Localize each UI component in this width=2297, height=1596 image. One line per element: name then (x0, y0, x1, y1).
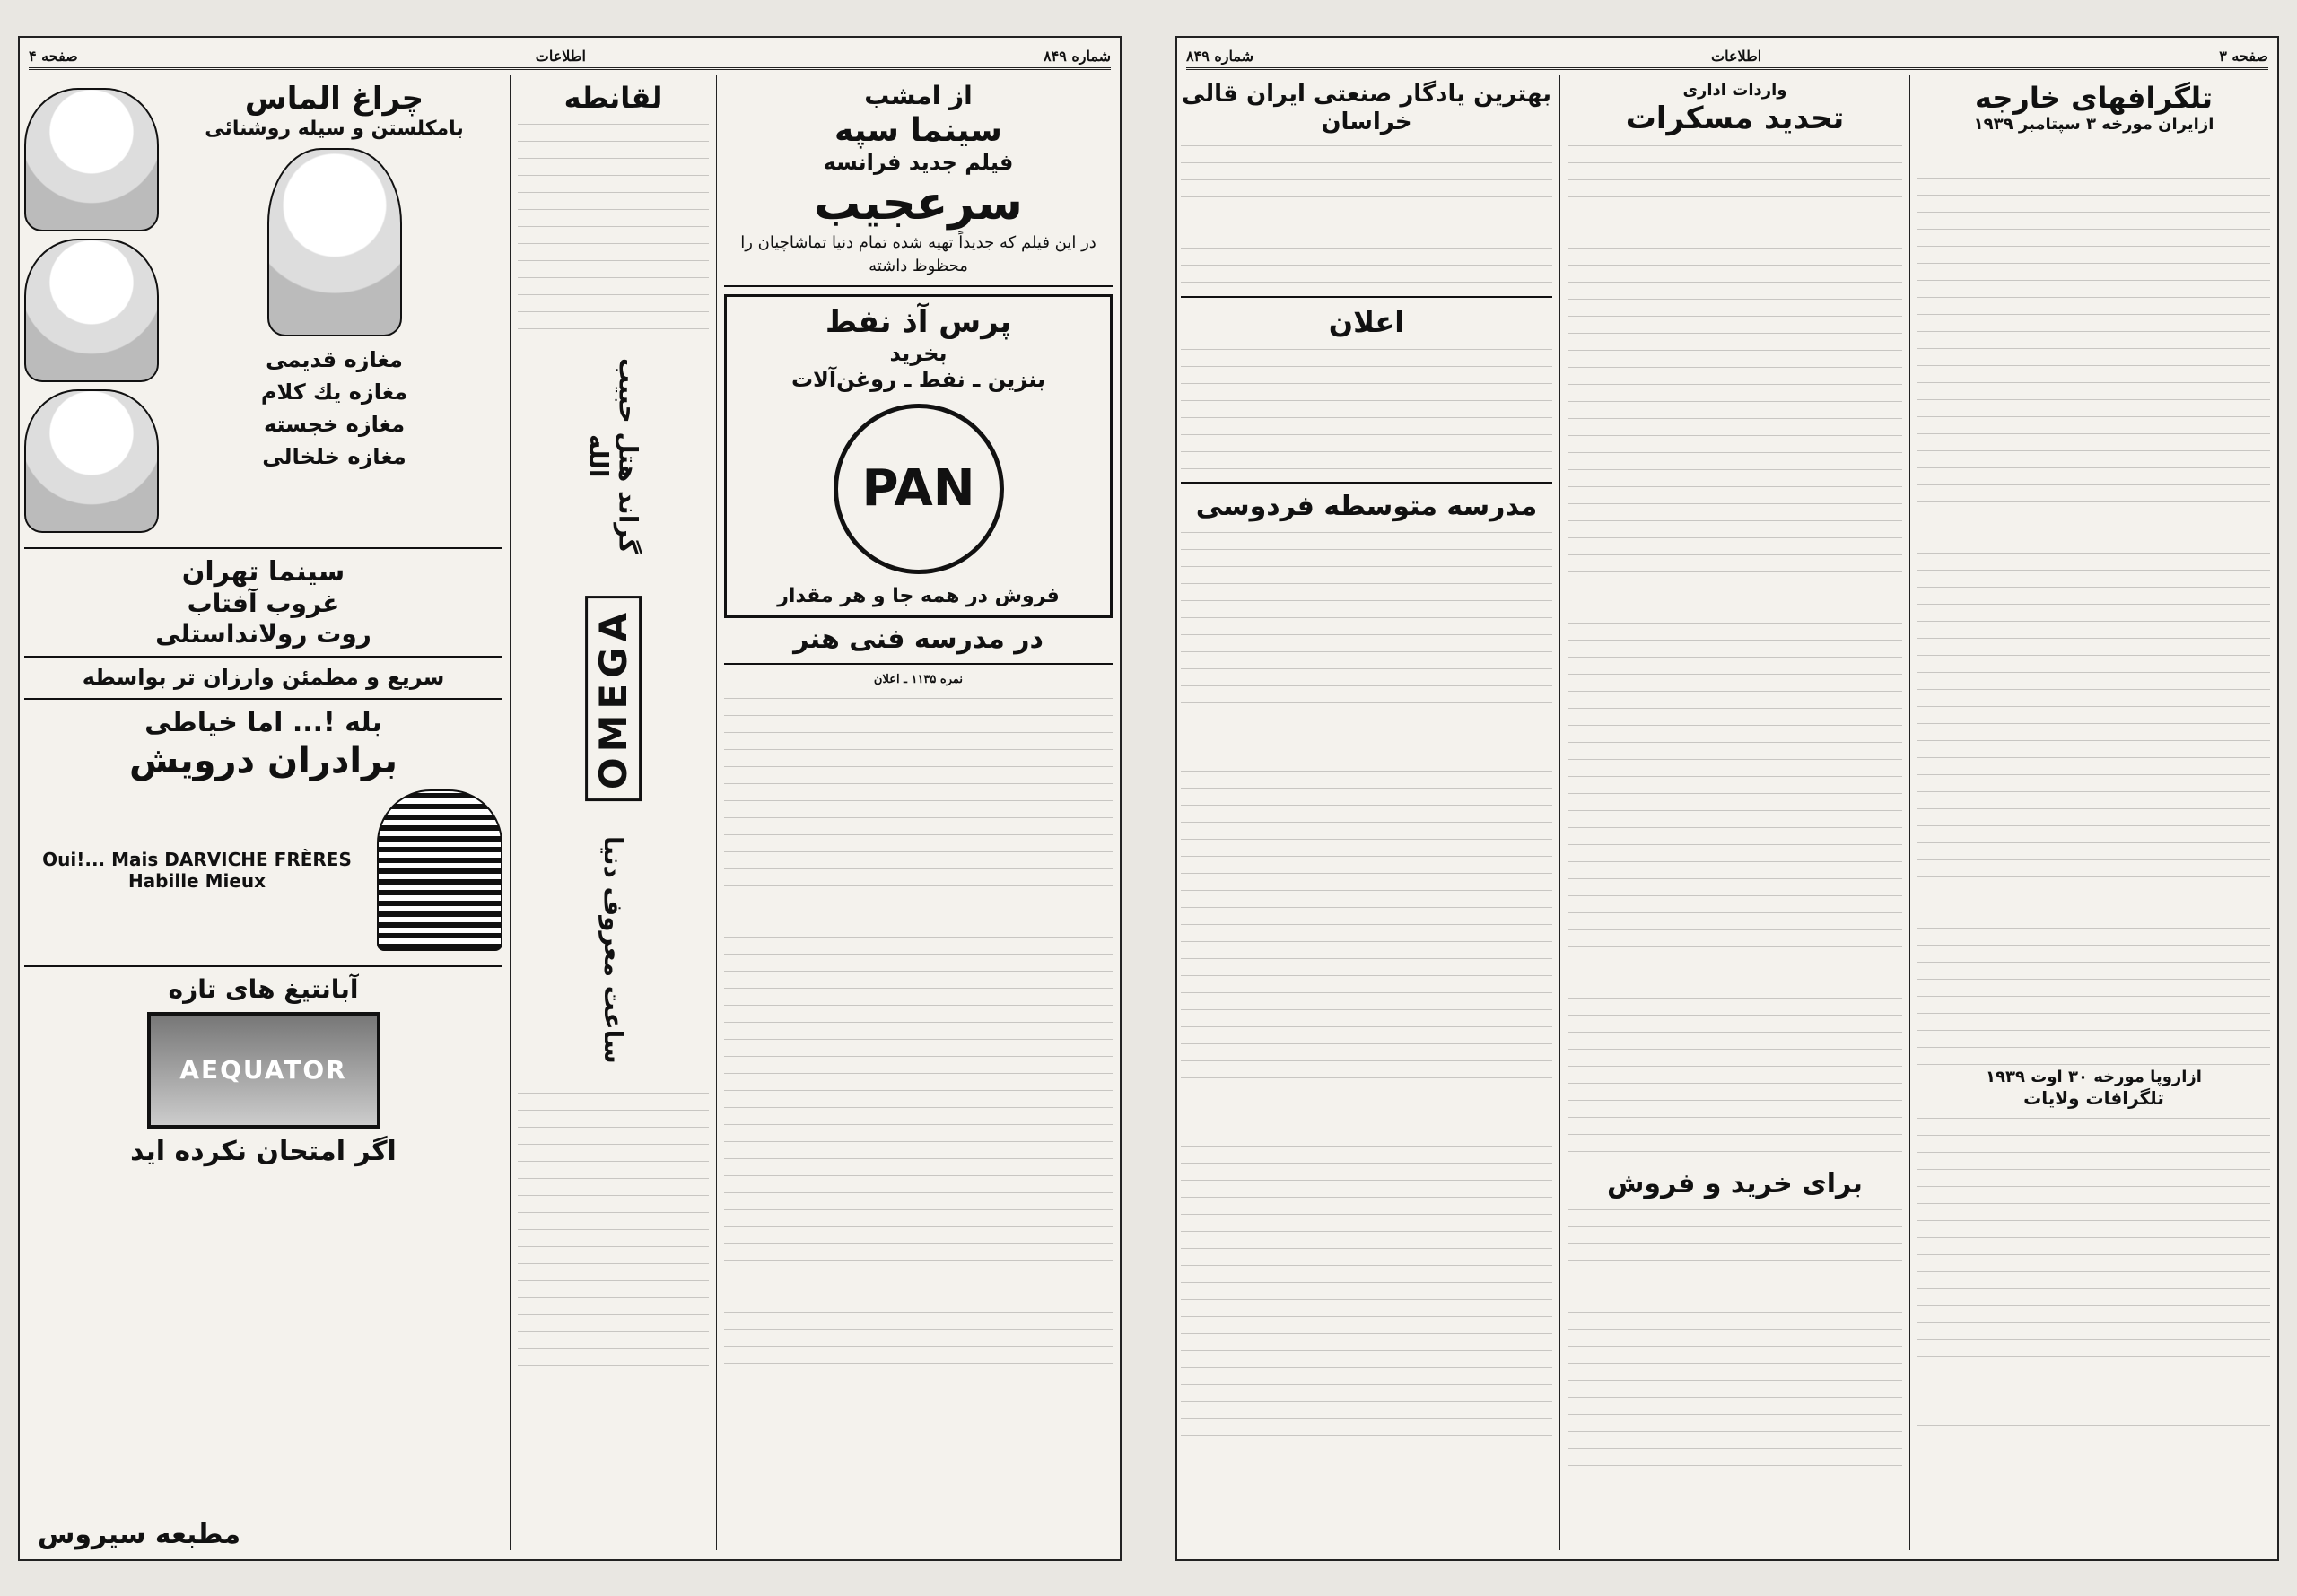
cinema-top: از امشب (864, 81, 973, 110)
header-right: صفحه ۳ (2219, 48, 2268, 65)
film-desc: در این فیلم که جدیداً تهیه شده تمام دنیا تماشاچیان را محظوظ داشته (740, 232, 1096, 276)
divider (1181, 296, 1552, 298)
shop-4: مغازه خلخالی (262, 444, 406, 470)
lamp-illustration (24, 239, 159, 382)
header-center: اطلاعات (1711, 48, 1762, 65)
school-title: در مدرسه فنی هنر (793, 623, 1044, 655)
buy-sell-title: برای خرید و فروش (1607, 1168, 1863, 1200)
alcohol-title: تحدید مسکرات (1625, 100, 1845, 136)
divider (24, 547, 502, 549)
text-block (518, 115, 709, 330)
text-block (518, 1084, 709, 1371)
header-left: صفحه ۴ (29, 48, 78, 65)
razor-slogan: اگر امتحان نکرده اید (130, 1135, 397, 1167)
razor-title: آبانتیغ های تازه (168, 973, 359, 1004)
tailor-french: Oui!... Mais DARVICHE FRÈRES Habille Mieux (42, 848, 352, 892)
tailor-name: برادران درویش (129, 739, 397, 781)
text-block (1181, 136, 1552, 289)
school-ferdowsi: مدرسه متوسطه فردوسی (1195, 490, 1538, 522)
telegrams-sub: ازایران مورخه ۳ سپتامبر ۱۹۳۹ (1973, 115, 2214, 135)
divider (1181, 482, 1552, 484)
cinema-name: سینما سپه (834, 111, 1002, 149)
aequator-logo: AEQUATOR (147, 1012, 380, 1129)
pan-ad (724, 294, 1113, 618)
lamp-title: چراغ الماس (244, 81, 424, 117)
film-2: غروب آفتاب (187, 589, 340, 618)
shop-1: مغازه قدیمی (266, 347, 403, 373)
text-block (1181, 523, 1552, 1438)
left-col-b (510, 75, 716, 1550)
tailor-figure (377, 789, 502, 951)
film-label: فیلم جدید فرانسه (823, 149, 1014, 175)
printer-name: مطبعه سیروس (38, 1519, 241, 1550)
film-title: سرعجیب (814, 176, 1023, 231)
pan-note: فروش در همه جا و هر مقدار (777, 584, 1060, 607)
telegram-dated: ازاروپا مورخه ۳۰ اوت ۱۹۳۹ (1986, 1067, 2202, 1086)
pan-title: پرس آذ نفط (825, 304, 1012, 341)
header-right: شماره ۸۴۹ (1044, 48, 1111, 65)
pan-logo: PAN (834, 404, 1004, 574)
lamp-illustration (24, 389, 159, 533)
text-block (1568, 1200, 1902, 1470)
left-col-a (716, 75, 1120, 1550)
admin-imports: واردات اداری (1682, 81, 1787, 100)
divider (724, 663, 1113, 665)
right-col-2 (1559, 75, 1909, 1550)
header-left: شماره ۸۴۹ (1186, 48, 1253, 65)
col-b-title: لقانطه (563, 81, 663, 115)
carpet-title: بهترین یادگار صنعتی ایران قالی خراسان (1182, 81, 1551, 136)
lamp-sub: بامکلستن و سیله روشنائی (205, 117, 464, 140)
right-col-3 (1175, 75, 1559, 1550)
dense-text-block (724, 689, 1113, 1371)
hotel-title: گراند هتل حبیب الله (583, 358, 643, 554)
lamp-illustration (267, 148, 402, 336)
divider (24, 656, 502, 658)
divider (24, 965, 502, 967)
cinema-tehran: سینما تهران (181, 556, 345, 588)
right-page-header (1186, 45, 2268, 70)
lamp-illustration (24, 88, 159, 231)
transport-ad: سریع و مطمئن وارزان تر بواسطه (82, 665, 445, 691)
watch-text: ساعت معروف دنیا (598, 835, 628, 1064)
telegrams-title: تلگرافهای خارجه (1974, 81, 2214, 115)
omega-logo: OMEGA (585, 596, 642, 801)
text-block (1568, 136, 1902, 1168)
film-3: روت رولانداستلی (155, 618, 371, 649)
text-block (1917, 1109, 2270, 1432)
divider (24, 698, 502, 700)
text-block (1181, 340, 1552, 475)
left-page (18, 36, 1122, 1561)
pan-sub: بخرید (889, 340, 948, 366)
right-col-1 (1909, 75, 2277, 1550)
tailor-yes: بله !... اما خیاطی (144, 706, 382, 738)
right-page (1175, 36, 2279, 1561)
shop-3: مغازه خجسته (263, 412, 406, 438)
notice-title: اعلان (1328, 305, 1405, 340)
header-center: اطلاعات (535, 48, 586, 65)
left-col-c (18, 75, 510, 1550)
shop-2: مغازه یك کلام (260, 379, 408, 406)
pan-items: بنزین ـ نفط ـ روغن‌آلات (790, 366, 1046, 392)
divider (724, 285, 1113, 287)
ad-number: نمره ۱۱۳۵ ـ اعلان (873, 672, 964, 686)
text-block (1917, 135, 2270, 1068)
left-page-header (29, 45, 1111, 70)
provincial-telegrams: تلگرافات ولایات (2023, 1086, 2164, 1109)
